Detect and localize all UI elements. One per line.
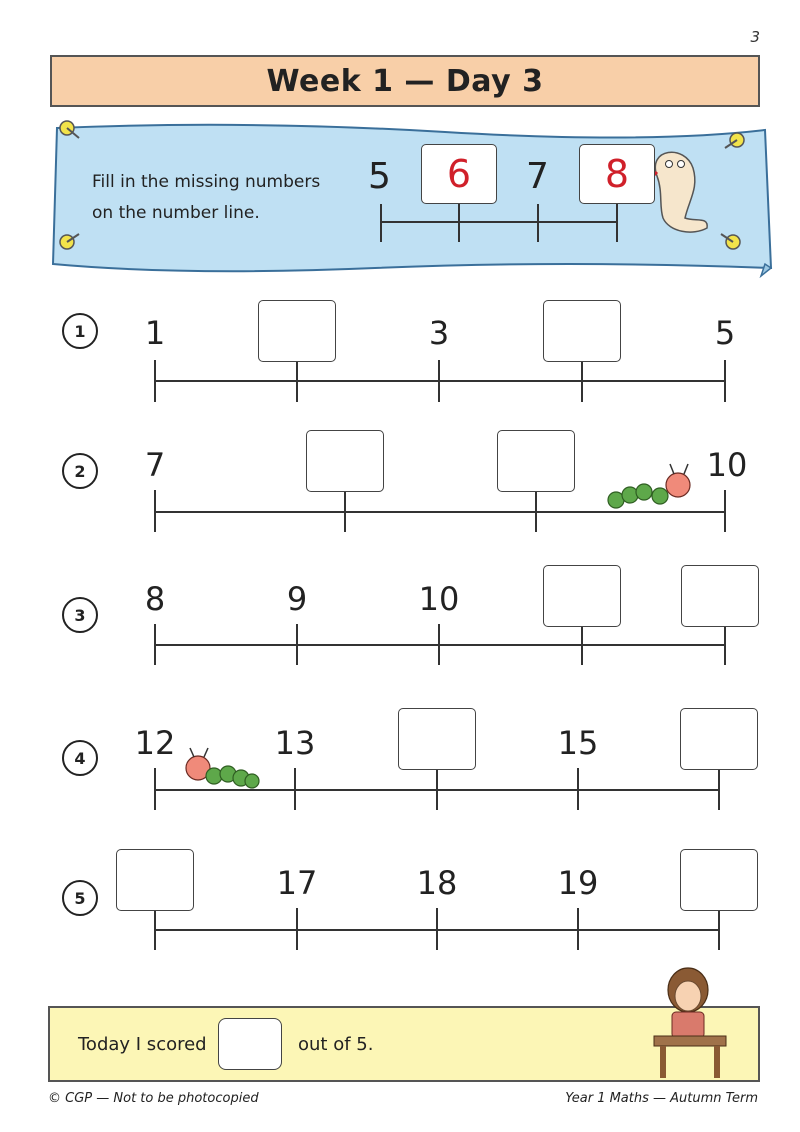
number-label: 18	[416, 864, 458, 902]
question-number: 5	[74, 888, 86, 908]
question-number-badge	[62, 597, 98, 633]
instruction-line: Fill in the missing numbers	[92, 172, 321, 192]
example-number: 7	[526, 156, 549, 197]
footer-copyright: © CGP — Not to be photocopied	[48, 1091, 259, 1106]
question-number: 3	[74, 605, 86, 625]
number-label: 15	[557, 724, 599, 762]
instruction-line: on the number line.	[92, 203, 260, 223]
number-line-5	[155, 908, 719, 950]
number-label: 10	[418, 580, 460, 618]
question-number: 4	[74, 748, 86, 768]
answer-box[interactable]	[398, 708, 476, 770]
answer-box[interactable]	[680, 849, 758, 911]
answer-box[interactable]	[306, 430, 384, 492]
number-label: 1	[144, 314, 166, 352]
example-number: 5	[368, 156, 391, 197]
number-label: 8	[144, 580, 166, 618]
answer-box[interactable]	[543, 565, 621, 627]
answer-box[interactable]	[258, 300, 336, 362]
caterpillar-icon	[186, 748, 259, 788]
number-label: 19	[557, 864, 599, 902]
number-line-3	[155, 624, 725, 665]
question-number: 1	[74, 321, 86, 341]
score-suffix: out of 5.	[298, 1034, 374, 1055]
score-box[interactable]	[218, 1018, 282, 1070]
answer-box[interactable]	[497, 430, 575, 492]
question-number-badge	[62, 453, 98, 489]
score-bar	[48, 1006, 760, 1082]
number-line-1	[155, 360, 725, 402]
page-number: 3	[750, 28, 760, 46]
number-label: 12	[134, 724, 176, 762]
question-number-badge	[62, 880, 98, 916]
number-label: 17	[276, 864, 318, 902]
number-label: 3	[428, 314, 450, 352]
footer-course: Year 1 Maths — Autumn Term	[565, 1091, 758, 1106]
number-label: 7	[144, 446, 166, 484]
answer-box[interactable]	[543, 300, 621, 362]
example-answer: 6	[446, 152, 472, 196]
number-label: 10	[706, 446, 748, 484]
question-number: 2	[74, 461, 86, 481]
question-number-badge	[62, 740, 98, 776]
question-number-badge	[62, 313, 98, 349]
answer-box[interactable]	[680, 708, 758, 770]
child-at-desk-icon	[648, 966, 738, 1082]
page-title: Week 1 — Day 3	[266, 63, 544, 99]
answer-box[interactable]	[681, 565, 759, 627]
number-label: 9	[286, 580, 308, 618]
number-label: 13	[274, 724, 316, 762]
caterpillar-icon	[608, 464, 690, 508]
score-prefix: Today I scored	[78, 1034, 207, 1055]
answer-box[interactable]	[116, 849, 194, 911]
example-answer: 8	[604, 152, 630, 196]
number-label: 5	[714, 314, 736, 352]
